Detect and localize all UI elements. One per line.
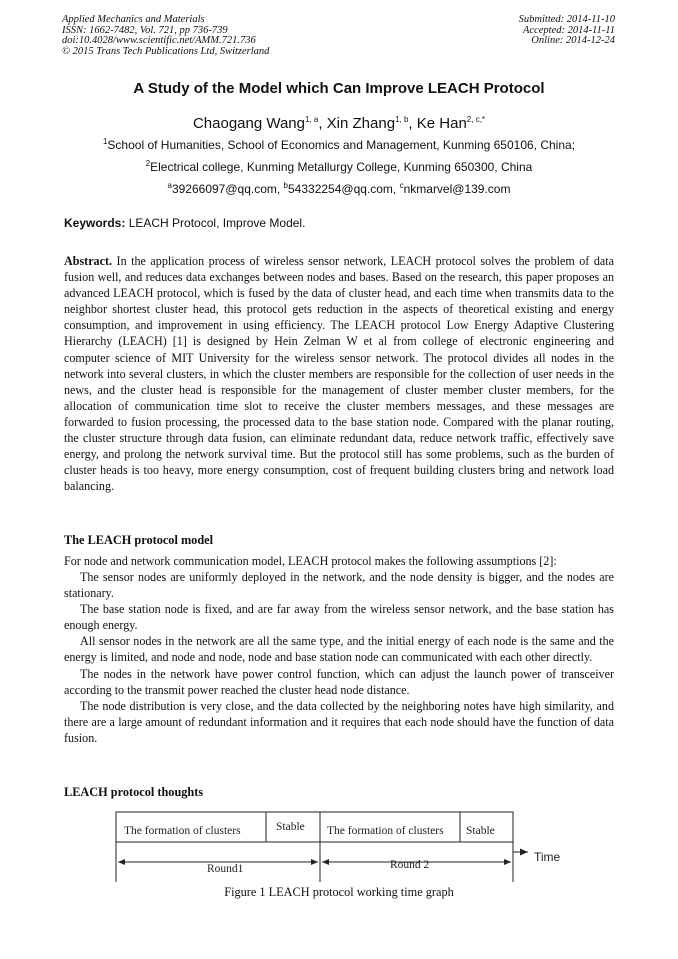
abstract-paragraph [64,253,614,494]
author-superscript: 2, c,* [466,115,486,124]
journal-name: Applied Mechanics and Materials [62,14,205,25]
assumption-paragraph: The nodes in the network have power control function, which can adjust the launch power of transceiver according to the transmit power reached the cluster head node distance. [64,666,614,697]
assumption-paragraph: The base station node is fixed, and are far away from the wireless sensor network, and the base station has enough energy. [64,602,614,633]
keywords-line [64,216,305,230]
email-superscript: b [283,181,288,190]
assumption-paragraph: The node distribution is very close, and the data collected by the neighboring notes have high similarity, and there are a large amount of redundant information and it requires that each node should have the function of data fusion. [64,698,614,745]
label-round1: Round1 [207,863,244,875]
journal-header-right [519,15,615,47]
accepted-date: Accepted: 2014-11-11 [522,24,615,36]
author-superscript: 1, b [395,115,409,124]
time-arrow-head [520,849,528,856]
arrow-head-left [118,859,125,865]
author-superscript: 1, a [304,115,319,124]
abstract-label: Abstract. [64,254,113,268]
author-separator: , [408,115,417,132]
keywords-label: Keywords: [64,216,126,230]
section-heading-model: The LEACH protocol model [64,533,214,547]
email-link[interactable]: 54332254@qq.com, [288,182,400,196]
affiliation-text: School of Humanities, School of Economics and Management, Kunming 650106, China; [107,138,576,152]
arrow-head-right [504,859,511,865]
email-link[interactable]: 39266097@qq.com, [171,182,284,196]
author-name: Chaogang Wang [192,115,305,132]
affiliation-1 [0,138,678,152]
leach-time-figure [110,808,580,882]
label-cluster-formation: The formation of clusters [124,825,241,837]
affiliation-superscript: 1 [102,137,108,146]
model-intro-paragraph: For node and network communication model, LEACH protocol makes the following assumptions [2]: [64,554,557,568]
author-list [0,115,678,132]
figure-caption: Figure 1 LEACH protocol working time graph [224,885,454,899]
arrow-head-right [311,859,318,865]
author-name: Ke Han [416,115,467,132]
author-name: Xin Zhang [326,115,396,132]
issn-line: ISSN: 1662-7482, Vol. 721, pp 736-739 [62,24,228,36]
label-stable: Stable [466,825,495,837]
affiliation-superscript: 2 [145,159,151,168]
email-superscript: c [399,181,404,190]
assumption-paragraph: The sensor nodes are uniformly deployed in the network, and the node density is bigger, and the nodes are stationary. [64,570,614,601]
assumptions-list [64,569,614,746]
section-heading-thoughts: LEACH protocol thoughts [64,785,204,799]
email-link[interactable]: nkmarvel@139.com [403,182,511,196]
label-round2: Round 2 [390,859,430,871]
journal-header-left [62,15,269,57]
label-time: Time [534,850,561,864]
email-superscript: a [167,181,172,190]
submitted-date: Submitted: 2014-11-10 [518,14,615,25]
abstract-text: In the application process of wireless sensor network, LEACH protocol solves the problem of data fusion well, and reduces data exchanges between nodes and bases. Based on the research, this paper proposes an advanced LEACH protocol, which is fused by the data of cluster head, and each time when transmits data to the neighbor shortest cluster head, this protocol gets reduction in the aspects of theoretical existing and energy consumption, and improvement in using efficiency. The LEACH protocol Low Energy Adaptive Clustering Hierarchy (LEACH) [1] is designed by Hein Zelman W et al from college of electronic engineering and computer science of MIT University for the wireless sensor network. The protocol divides all nodes in the network into several clusters, in which the cluster members are responsible for the collection of user needs in the news, and the cluster head is responsible for the management of cluster member cluster members, for the allocation of communication time slot to receive the cluster members messages, and these messages are forwarded to fusion processing, the processed data to the base station node. Compared with the planar routing, the cluster structure through data fusion, can eliminate redundant data, reduce network traffic, effectively save energy, and prolong the network survival time. But the protocol still has some problems, such as the burden of cluster heads is too heavy, more energy consumption, cost of frequent building clusters bring and network load balancing. [64,254,614,494]
email-list [0,182,678,196]
affiliation-2 [0,160,678,174]
doi-line: doi:10.4028/www.scientific.net/AMM.721.736 [62,35,256,46]
online-date: Online: 2014-12-24 [531,35,615,46]
affiliation-text: Electrical college, Kunming Metallurgy College, Kunming 650300, China [150,160,533,174]
assumption-paragraph: All sensor nodes in the network are all the same type, and the initial energy of each node is the same and the energy is limited, and node and node, node and base station node can communicated with each other directly. [64,634,614,665]
label-stable: Stable [276,821,305,833]
copyright-line: © 2015 Trans Tech Publications Ltd, Switzerland [62,45,270,57]
author-separator: , [318,115,327,132]
paper-title: A Study of the Model which Can Improve LEACH Protocol [133,80,545,97]
label-cluster-formation: The formation of clusters [327,825,444,837]
keywords-text: LEACH Protocol, Improve Model. [125,216,306,230]
arrow-head-left [322,859,329,865]
